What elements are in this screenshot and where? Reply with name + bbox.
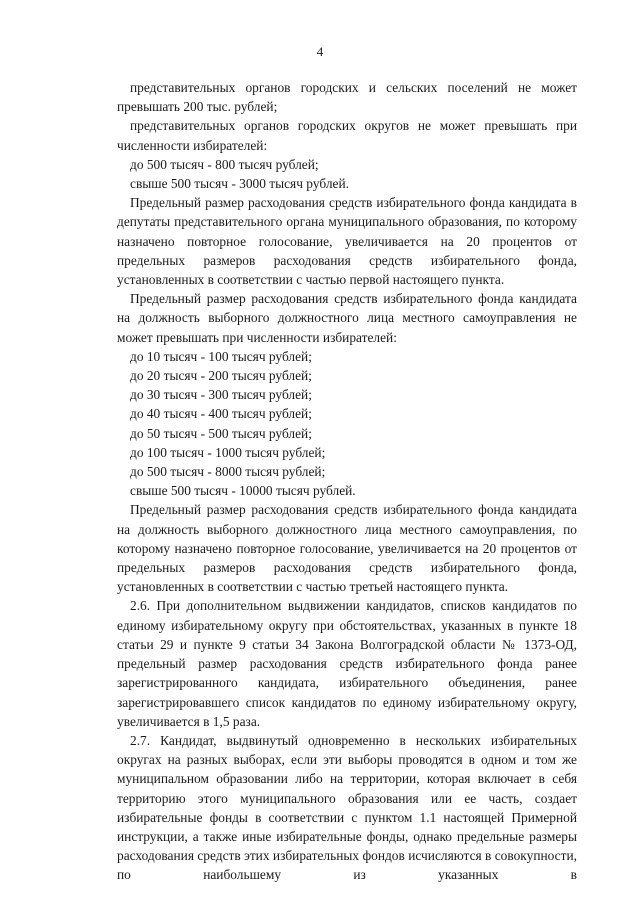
- list-item: свыше 500 тысяч - 3000 тысяч рублей.: [130, 176, 349, 192]
- list-item: до 30 тысяч - 300 тысяч рублей;: [130, 387, 312, 403]
- document-body: [117, 78, 577, 885]
- list-item: до 40 тысяч - 400 тысяч рублей;: [130, 406, 312, 422]
- list-item: до 20 тысяч - 200 тысяч рублей;: [130, 368, 312, 384]
- list-item: до 50 тысяч - 500 тысяч рублей;: [130, 425, 312, 441]
- page-number: 4: [316, 44, 324, 59]
- list-item: до 500 тысяч - 8000 тысяч рублей;: [130, 464, 326, 480]
- paragraph: представительных органов городских и сельских поселений не может превышать 200 тыс. рублей;: [117, 80, 577, 115]
- list-item: до 10 тысяч - 100 тысяч рублей;: [130, 348, 312, 364]
- list-item: свыше 500 тысяч - 10000 тысяч рублей.: [130, 483, 356, 499]
- paragraph: 2.6. При дополнительном выдвижении кандидатов, списков кандидатов по единому избирательному округу при обстоятельствах, указанных в пункте 18 статьи 29 и пункте 9 статьи 34 Закона Волгоградской области № 1373-ОД, предельный размер расходования средств избирательного фонда ранее зарегистрированного кандидата, избирательного объединения, ранее зарегистрировавшего список кандидатов по единому избирательному округу, увеличивается в 1,5 раза.: [117, 598, 577, 729]
- list-item: до 100 тысяч - 1000 тысяч рублей;: [130, 444, 326, 460]
- paragraph: 2.7. Кандидат, выдвинутый одновременно в нескольких избирательных округах на разных выборах, если эти выборы проводятся в одном и том же муниципальном образовании либо на территории, которая включает в себя территорию этого муниципального образования или ее часть, создает избирательные фонды в соответствии с пунктом 1.1 настоящей Примерной инструкции, а также иные избирательные фонды, однако предельные размеры расходования средств этих избирательных фондов исчисляются в совокупности, по наибольшему из указанных в: [117, 732, 577, 883]
- paragraph: Предельный размер расходования средств избирательного фонда кандидата в депутаты представительного органа муниципального образования, по которому назначено повторное голосование, увеличивается на 20 процентов от предельных размеров расходования средств избирательного фонда, установленных в соответствии с частью первой настоящего пункта.: [117, 195, 577, 288]
- paragraph: Предельный размер расходования средств избирательного фонда кандидата на должность выборного должностного лица местного самоуправления, по которому назначено повторное голосование, увеличивается на 20 процентов от предельных размеров расходования средств избирательного фонда, установленных в соответствии с частью третьей настоящего пункта.: [117, 502, 577, 595]
- paragraph: Предельный размер расходования средств избирательного фонда кандидата на должность выборного должностного лица местного самоуправления не может превышать при численности избирателей:: [117, 291, 577, 345]
- paragraph: представительных органов городских округов не может превышать при численности избирателей:: [117, 118, 577, 153]
- list-item: до 500 тысяч - 800 тысяч рублей;: [130, 156, 319, 172]
